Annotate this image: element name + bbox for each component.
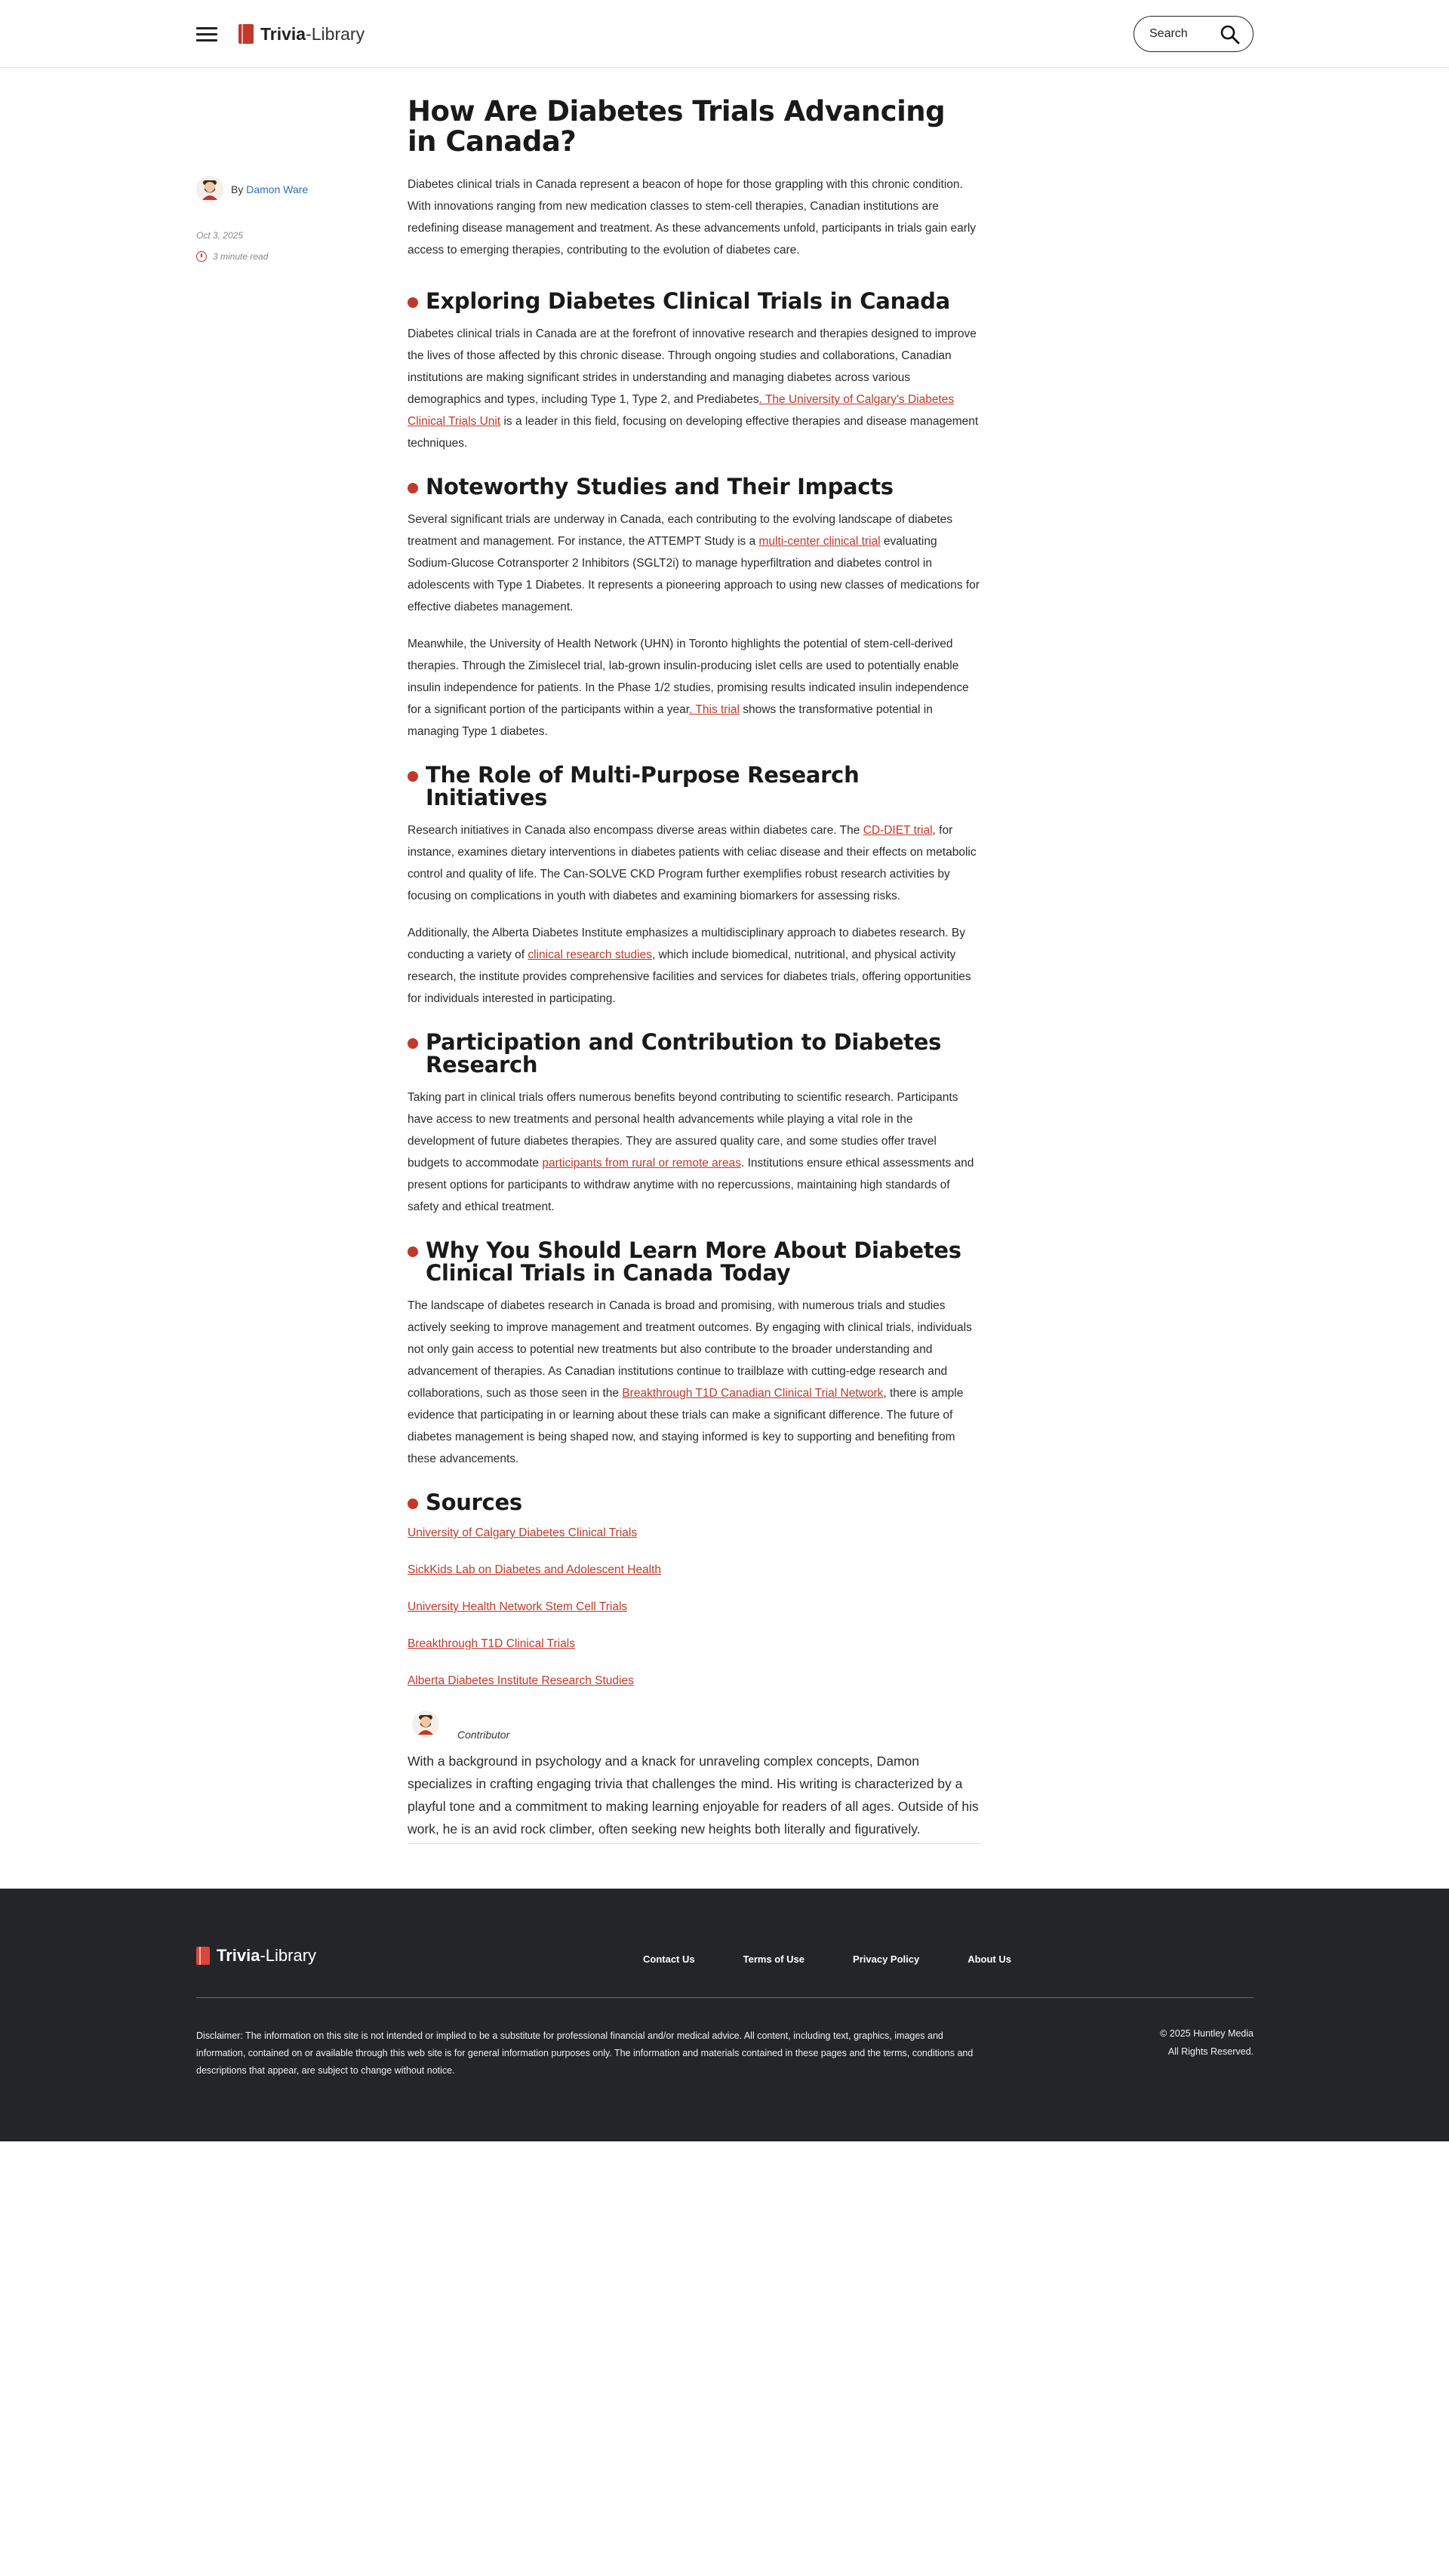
article-body — [408, 97, 981, 1844]
text: Research initiatives in Canada also encompass diverse areas within diabetes care. The — [408, 824, 863, 837]
section-multi-purpose — [408, 764, 981, 1010]
footer-link-terms[interactable]: Terms of Use — [743, 1954, 805, 1965]
text: Meanwhile, the University of Health Network (UHN) in Toronto highlights the potential of stem-cell-derived therapies. Through the Zimislecel trial, lab-grown insulin-producing islet cells are used to potentially enable insulin independence for patients. In the Phase 1/2 studies, promising results indicated insulin independence for a significant portion of the participants within a year — [408, 638, 969, 716]
contributor-label: Contributor — [457, 1729, 510, 1741]
source-link[interactable]: Breakthrough T1D Clinical Trials — [408, 1637, 575, 1650]
link-clinical-research-studies[interactable]: clinical research studies — [528, 948, 652, 961]
section-heading: Noteworthy Studies and Their Impacts — [408, 475, 981, 498]
section-why-learn — [408, 1239, 981, 1470]
text: . Institutions ensure ethical assessments and present options for participants to withdraw anytime with no repercussions, maintaining high standards of safety and ethical treatment. — [408, 1157, 974, 1213]
site-header — [0, 0, 1449, 68]
link-calgary-unit[interactable]: . The University of Calgary's Diabetes Clinical Trials Unit — [408, 393, 955, 428]
copyright-line: © 2025 Huntley Media — [1160, 2028, 1254, 2039]
avatar — [196, 176, 223, 203]
section-sources — [408, 1491, 981, 1689]
text: , there is ample evidence that participating in or learning about these trials can make a significant difference. The future of diabetes management is being shaped now, and staying informed is key to supporting and benefiting from these advancements. — [408, 1387, 964, 1465]
text: The landscape of diabetes research in Canada is broad and promising, with numerous trials and studies actively seeking to improve management and treatment outcomes. By engaging with clinical trials, individuals not only gain access to potential new treatments but also contribute to the broader understanding and advancement of therapies. As Canadian institutions continue to trailblaze with cutting-edge research and collaborations, such as those seen in the — [408, 1299, 972, 1400]
article-meta — [196, 176, 347, 262]
intro-paragraph: Diabetes clinical trials in Canada represent a beacon of hope for those grappling with this chronic condition. With innovations ranging from new medication classes to stem-cell therapies, Canadian institutions are redefining disease management and treatment. As these advancements unfold, participants in trials gain early access to emerging therapies, contributing to the evolution of diabetes care. — [408, 178, 977, 257]
avatar-icon — [416, 1714, 435, 1735]
contributor-avatar — [412, 1711, 439, 1738]
footer-copyright — [1160, 2024, 1254, 2061]
source-link[interactable]: Alberta Diabetes Institute Research Studies — [408, 1674, 634, 1687]
link-this-trial[interactable]: . This trial — [689, 703, 740, 716]
paragraph — [408, 1087, 981, 1218]
paragraph — [408, 819, 981, 907]
byline-prefix: By — [231, 183, 244, 195]
section-participation — [408, 1031, 981, 1218]
contributor-row — [412, 1711, 981, 1741]
search-icon — [1220, 24, 1240, 45]
section-noteworthy — [408, 475, 981, 742]
page-title: How Are Diabetes Trials Advancing in Canada? — [408, 95, 946, 158]
paragraph — [408, 323, 981, 454]
section-heading: Participation and Contribution to Diabetes Research — [408, 1031, 981, 1076]
link-multi-center-trial[interactable]: multi-center clinical trial — [758, 535, 881, 548]
source-link[interactable]: University of Calgary Diabetes Clinical Trials — [408, 1526, 638, 1539]
author-link[interactable]: Damon Ware — [246, 183, 309, 195]
link-breakthrough-network[interactable]: Breakthrough T1D Canadian Clinical Trial Network — [622, 1387, 884, 1400]
rights-line: All Rights Reserved. — [1168, 2046, 1254, 2057]
read-time-text: 3 minute read — [213, 251, 269, 262]
source-link[interactable]: SickKids Lab on Diabetes and Adolescent Health — [408, 1563, 662, 1576]
search-label: Search — [1149, 27, 1188, 40]
book-icon — [238, 24, 254, 44]
logo-text — [260, 24, 365, 45]
source-link[interactable]: University Health Network Stem Cell Trials — [408, 1600, 628, 1613]
section-exploring — [408, 290, 981, 454]
text: Additionally, the Alberta Diabetes Institute emphasizes a multidisciplinary approach to diabetes research. By conducting a variety of — [408, 927, 965, 961]
text: Taking part in clinical trials offers numerous benefits beyond contributing to scientific research. Participants have access to new treatments and personal health advancements while playing a vital role in the development of future diabetes therapies. They are assured quality care, and some studies offer travel budgets to accommodate — [408, 1091, 958, 1170]
footer-link-contact[interactable]: Contact Us — [643, 1954, 695, 1965]
section-heading: Why You Should Learn More About Diabetes Clinical Trials in Canada Today — [408, 1239, 981, 1284]
text: Diabetes clinical trials in Canada are at the forefront of innovative research and therapies designed to improve the lives of those affected by this chronic disease. Through ongoing studies and collaborations, Canadian institutions are making significant strides in understanding and managing diabetes across various demographics and types, including Type 1, Type 2, and Prediabetes — [408, 327, 977, 406]
site-footer — [0, 1889, 1449, 2141]
contributor-bio: With a background in psychology and a knack for unraveling complex concepts, Damon specializes in crafting engaging trivia that challenges the mind. His writing is characterized by a playful tone and a commitment to making learning enjoyable for readers of all ages. Outside of his work, he is an avid rock climber, often seeking new heights both literally and figuratively. — [408, 1750, 981, 1844]
footer-divider — [196, 1997, 1254, 1998]
paragraph — [408, 922, 981, 1010]
section-heading: The Role of Multi-Purpose Research Initiatives — [408, 764, 981, 809]
read-time — [196, 251, 347, 262]
text: , which include biomedical, nutritional, and physical activity research, the institute provides comprehensive facilities and services for diabetes trials, offering opportunities for individuals interested in participating. — [408, 948, 971, 1005]
text: Several significant trials are underway in Canada, each contributing to the evolving landscape of diabetes treatment and management. For instance, the ATTEMPT Study is a — [408, 513, 953, 548]
book-icon — [196, 1947, 210, 1965]
section-heading: Exploring Diabetes Clinical Trials in Canada — [408, 290, 981, 312]
text: is a leader in this field, focusing on developing effective therapies and disease management techniques. — [408, 415, 979, 450]
logo-rest: -Library — [306, 23, 365, 44]
footer-logo-text — [217, 1946, 316, 1966]
site-logo[interactable] — [238, 23, 365, 45]
footer-link-privacy[interactable]: Privacy Policy — [853, 1954, 920, 1965]
link-rural-remote[interactable]: participants from rural or remote areas — [542, 1157, 741, 1170]
author-row — [196, 176, 347, 203]
search-button[interactable] — [1134, 16, 1254, 52]
logo-rest: -Library — [260, 1946, 317, 1965]
menu-icon[interactable] — [196, 27, 217, 42]
avatar-icon — [200, 179, 220, 200]
footer-logo[interactable] — [196, 1946, 316, 1966]
footer-link-about[interactable]: About Us — [968, 1954, 1011, 1965]
sources-heading: Sources — [408, 1491, 981, 1514]
clock-icon — [196, 251, 207, 262]
logo-brand: Trivia — [217, 1946, 260, 1965]
publish-date: Oct 3, 2025 — [196, 230, 244, 241]
text: evaluating Sodium-Glucose Cotransporter 2 Inhibitors (SGLT2i) to manage hyperfiltration and diabetes control in adolescents with Type 1 Diabetes. It represents a pioneering approach to using new classes of medications for effective diabetes management. — [408, 535, 980, 613]
text: shows the transformative potential in managing Type 1 diabetes. — [408, 703, 933, 738]
byline — [231, 183, 308, 195]
link-cd-diet-trial[interactable]: CD-DIET trial — [863, 824, 933, 837]
paragraph — [408, 1295, 981, 1470]
paragraph — [408, 509, 981, 618]
footer-disclaimer: Disclaimer: The information on this site is not intended or implied to be a substitute for professional financial and/or medical advice. All content, including text, graphics, images and information, contained on or available through this web site is for general information purposes only. The information and materials contained in these pages and the terms, conditions and descriptions that appear, are subject to change without notice. — [196, 2030, 974, 2076]
text: , for instance, examines dietary interventions in diabetes patients with celiac disease and their effects on metabolic control and quality of life. The Can-SOLVE CKD Program further exemplifies robust research activities by focusing on complications in youth with diabetes and examining biomarkers for assessing risks. — [408, 824, 977, 902]
footer-nav — [643, 1954, 1060, 1965]
paragraph — [408, 633, 981, 742]
contributor-box — [408, 1711, 981, 1844]
logo-brand: Trivia — [260, 23, 306, 44]
